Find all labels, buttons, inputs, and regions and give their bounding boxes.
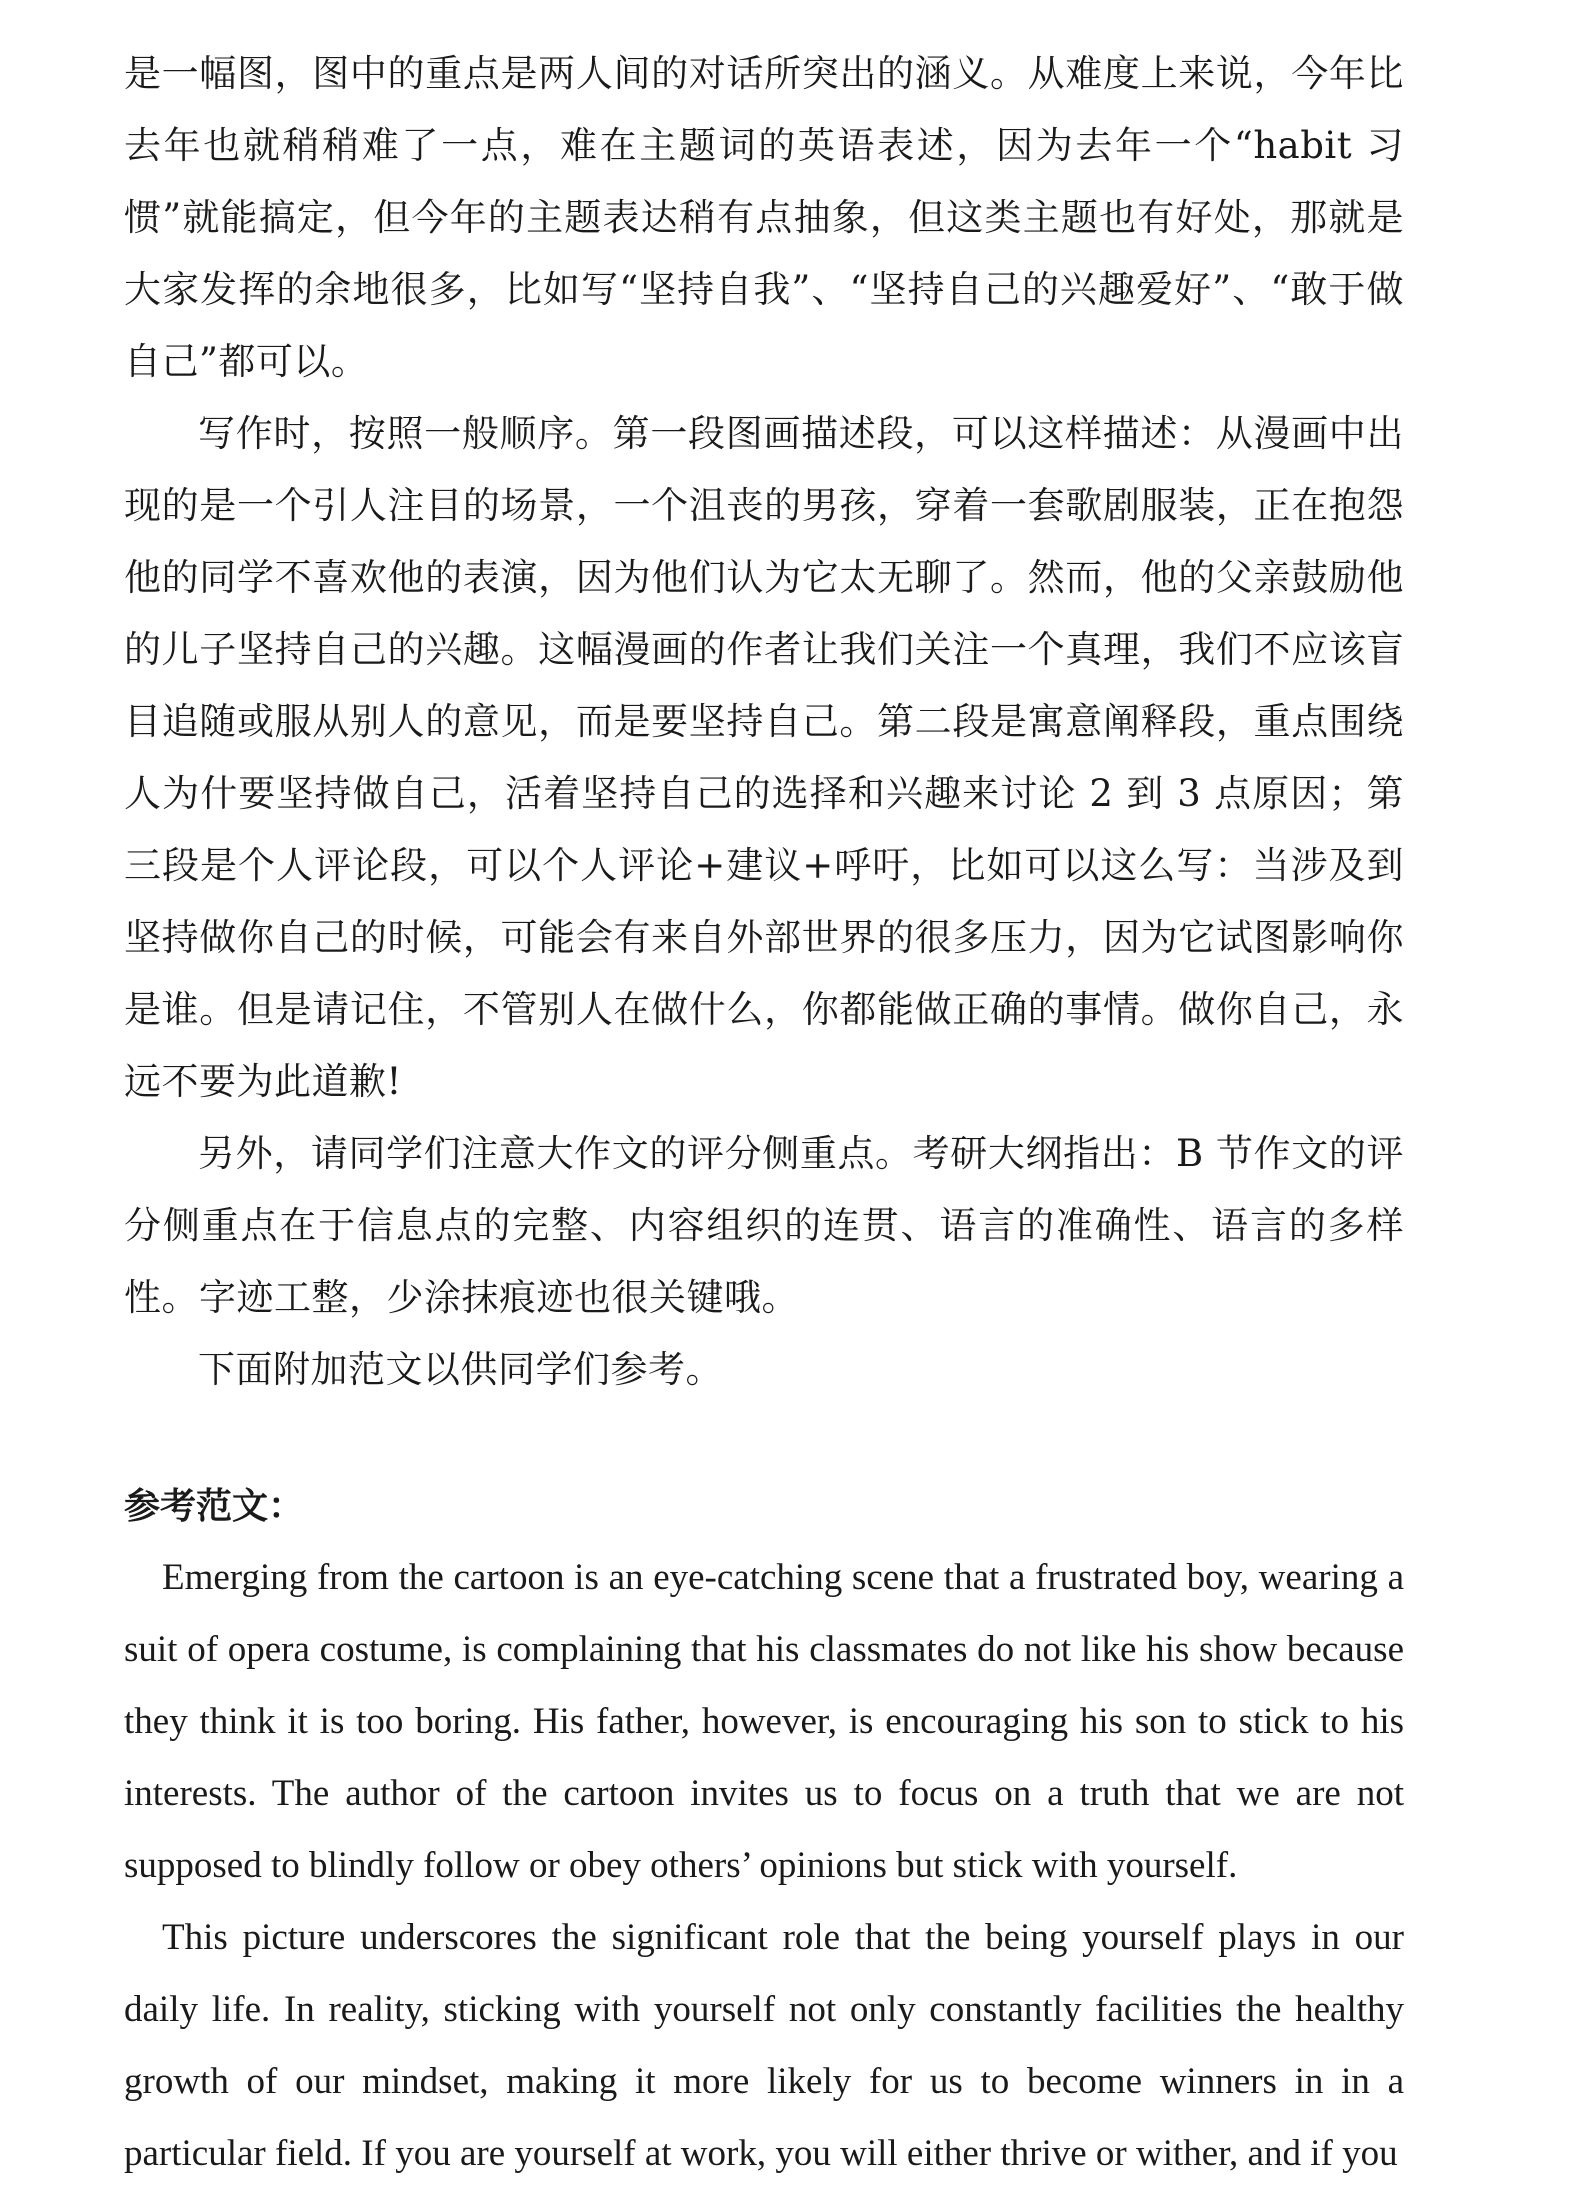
- essay-paragraph: This picture underscores the significant role that the being yourself plays in our daily life. In reality, sticking with yourself not only constantly facilities the healthy growth of our mindset, making it more likely for us to become winners in in a particular field. If you are yourself at work, you will either thrive or wither, and if you: [124, 1917, 1404, 2174]
- essay-paragraph: Emerging from the cartoon is an eye-catching scene that a frustrated boy, wearing a suit of opera costume, is complaining that his classmates do not like his show because they think it is too boring. His father, however, is encouraging his son to stick to his interests. The author of the cartoon invites us to focus on a truth that we are not supposed to blindly follow or obey others’ opinions but stick with yourself.: [124, 1557, 1404, 1886]
- body-paragraph: 下面附加范文以供同学们参考。: [198, 1348, 723, 1391]
- document-page: [124, 38, 1404, 2190]
- body-paragraph: 是一幅图，图中的重点是两人间的对话所突出的涵义。从难度上来说，今年比去年也就稍稍难了一点，难在主题词的英语表述，因为去年一个“habit 习惯”就能搞定，但今年的主题表达稍有点抽象，但这类主题也有好处，那就是大家发挥的余地很多，比如写“坚持自我”、“坚持自己的兴趣爱好”、“敢于做自己”都可以。: [124, 52, 1404, 383]
- reference-essay-title: 参考范文：: [124, 1485, 305, 1527]
- body-paragraph: 写作时，按照一般顺序。第一段图画描述段，可以这样描述：从漫画中出现的是一个引人注目的场景，一个沮丧的男孩，穿着一套歌剧服装，正在抱怨他的同学不喜欢他的表演，因为他们认为它太无聊了。然而，他的父亲鼓励他的儿子坚持自己的兴趣。这幅漫画的作者让我们关注一个真理，我们不应该盲目追随或服从别人的意见，而是要坚持自己。第二段是寓意阐释段，重点围绕人为什要坚持做自己，活着坚持自己的选择和兴趣来讨论 2 到 3 点原因；第三段是个人评论段，可以个人评论+建议+呼吁，比如可以这么写：当涉及到坚持做你自己的时候，可能会有来自外部世界的很多压力，因为它试图影响你是谁。但是请记住，不管别人在做什么，你都能做正确的事情。做你自己，永远不要为此道歉!: [124, 412, 1404, 1103]
- body-paragraph: 另外，请同学们注意大作文的评分侧重点。考研大纲指出：B 节作文的评分侧重点在于信息点的完整、内容组织的连贯、语言的准确性、语言的多样性。字迹工整，少涂抹痕迹也很关键哦。: [124, 1132, 1404, 1319]
- section-spacer: [124, 1406, 1404, 1470]
